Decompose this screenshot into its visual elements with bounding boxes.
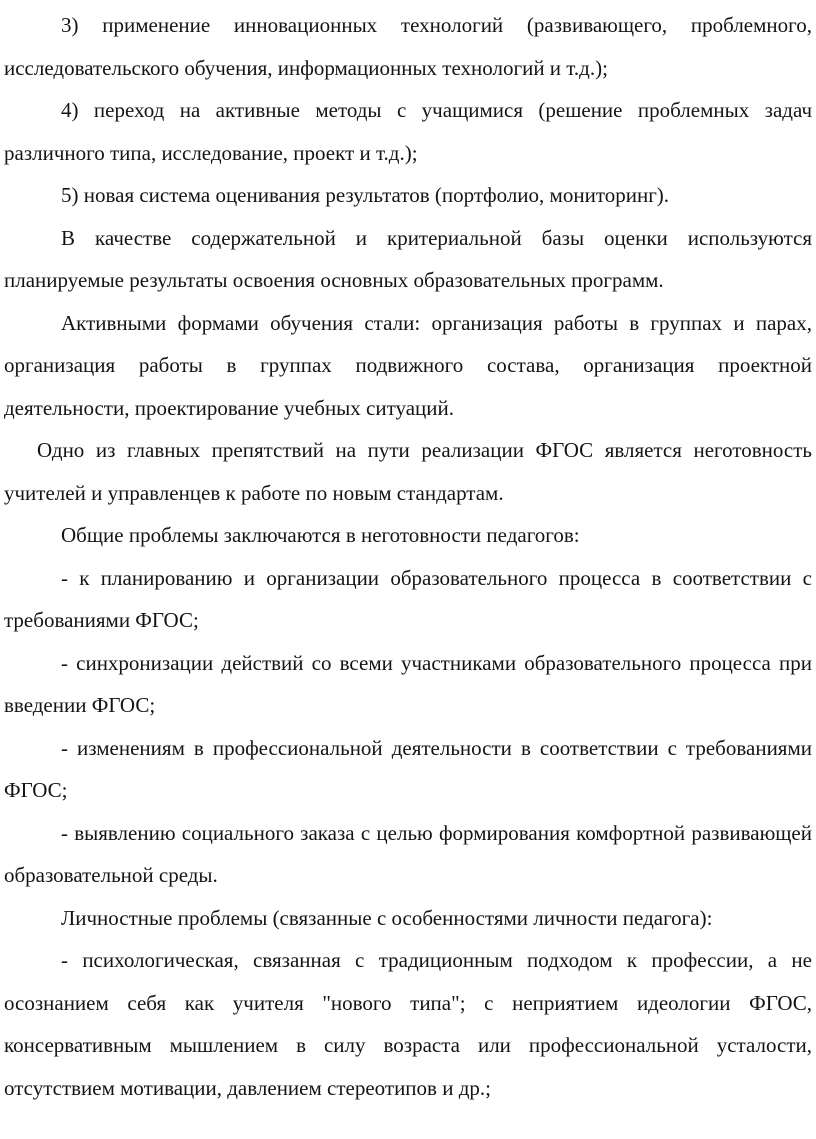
list-item-synchronization: - синхронизации действий со всеми участниками образовательного процесса при введении ФГОС; bbox=[4, 650, 812, 717]
paragraph-general-problems: Общие проблемы заключаются в неготовности педагогов: bbox=[61, 523, 580, 547]
paragraph-assessment-basis: В качестве содержательной и критериальной базы оценки используются планируемые результаты освоения основных образовательных программ. bbox=[4, 225, 812, 292]
paragraph-innovative-technologies: 3) применение инновационных технологий (развивающего, проблемного, исследовательского обучения, информационных технологий и т.д.); bbox=[4, 13, 812, 80]
list-item-social-order: - выявлению социального заказа с целью формирования комфортной развивающей образовательной среды. bbox=[4, 820, 812, 887]
list-item-planning: - к планированию и организации образовательного процесса в соответствии с требованиями ФГОС; bbox=[4, 565, 812, 632]
paragraph-personal-problems: Личностные проблемы (связанные с особенностями личности педагога): bbox=[61, 905, 713, 930]
paragraph-active-methods: 4) переход на активные методы с учащимися (решение проблемных задач различного типа, исследование, проект и т.д.); bbox=[4, 98, 812, 165]
paragraph-main-obstacle: Одно из главных препятствий на пути реализации ФГОС является неготовность учителей и управленцев к работе по новым стандартам. bbox=[4, 438, 812, 505]
list-item-professional-changes: - изменениям в профессиональной деятельности в соответствии с требованиями ФГОС; bbox=[4, 735, 812, 802]
paragraph-assessment-system: 5) новая система оценивания результатов (портфолио, мониторинг). bbox=[61, 183, 670, 207]
list-item-psychological: - психологическая, связанная с традиционным подходом к профессии, а не осознанием себя как учителя "нового типа"; с неприятием идеологии ФГОС, консервативным мышлением в силу возраста или профессиональной усталости, отсутствием мотивации, давлением стереотипов и др.; bbox=[4, 948, 812, 1100]
paragraph-active-forms: Активными формами обучения стали: организация работы в группах и парах, организация работы в группах подвижного состава, организация проектной деятельности, проектирование учебных ситуаций. bbox=[4, 310, 812, 420]
